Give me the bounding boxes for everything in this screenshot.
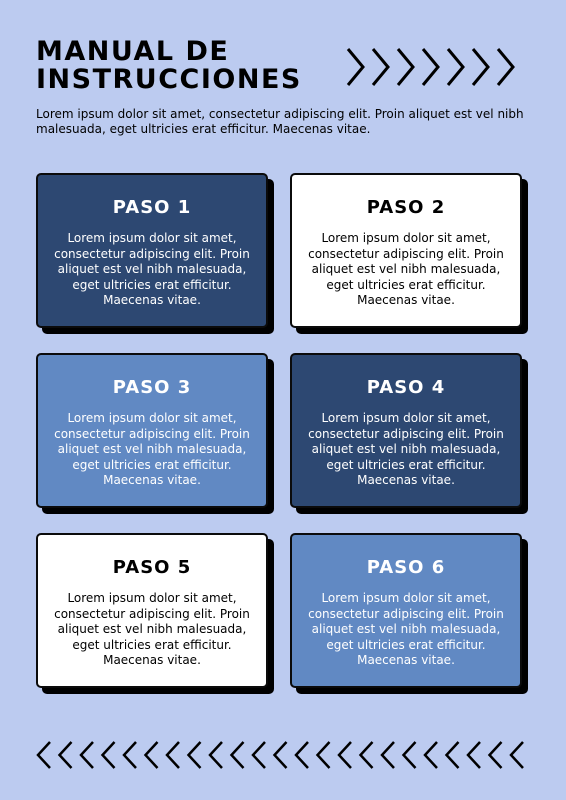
step-card-5: [36, 533, 268, 688]
step-title: PASO 1: [112, 197, 192, 218]
chevron-left-icon: [339, 742, 351, 768]
chevron-left-icon: [425, 742, 437, 768]
chevron-right-icon: [398, 49, 413, 85]
chevron-right-icon: [473, 49, 488, 85]
chevron-left-icon: [404, 742, 416, 768]
title-line-2: INSTRUCCIONES: [36, 64, 302, 95]
chevron-left-icon: [232, 742, 244, 768]
title-line-1: MANUAL DE: [36, 36, 230, 67]
chevron-left-icon: [103, 742, 115, 768]
step-title: PASO 2: [366, 197, 446, 218]
step-text: Lorem ipsum dolor sit amet, consectetur adipiscing elit. Proin aliquet est vel nibh malesuada, eget ultricies erat efficitur. Maecenas vitae.: [308, 411, 504, 487]
chevron-right-icon: [498, 49, 513, 85]
step-text: Lorem ipsum dolor sit amet, consectetur adipiscing elit. Proin aliquet est vel nibh malesuada, eget ultricies erat efficitur. Maecenas vitae.: [54, 231, 250, 307]
chevron-left-icon: [296, 742, 308, 768]
chevron-left-icon: [511, 742, 523, 768]
step-card-2: [290, 173, 522, 328]
chevron-left-icon: [275, 742, 287, 768]
step-card-6: [290, 533, 522, 688]
chevron-left-icon: [382, 742, 394, 768]
chevron-left-icon: [167, 742, 179, 768]
chevron-left-icon: [361, 742, 373, 768]
chevron-left-icon: [38, 742, 50, 768]
chevron-right-icon: [423, 49, 438, 85]
step-text: Lorem ipsum dolor sit amet, consectetur adipiscing elit. Proin aliquet est vel nibh malesuada, eget ultricies erat efficitur. Maecenas vitae.: [54, 591, 250, 667]
chevron-left-icon: [124, 742, 136, 768]
step-text: Lorem ipsum dolor sit amet, consectetur adipiscing elit. Proin aliquet est vel nibh malesuada, eget ultricies erat efficitur. Maecenas vitae.: [308, 231, 504, 307]
chevron-right-icon-row: [345, 46, 529, 88]
intro-text: Lorem ipsum dolor sit amet, consectetur adipiscing elit. Proin aliquet est vel nibh malesuada, eget ultricies erat efficitur. Maecenas vitae.: [36, 107, 524, 136]
step-title: PASO 5: [112, 557, 192, 578]
step-card-3: [36, 353, 268, 508]
step-title: PASO 3: [112, 377, 192, 398]
chevron-left-icon: [81, 742, 93, 768]
chevron-left-icon-row: [36, 740, 532, 770]
chevron-left-icon: [490, 742, 502, 768]
chevron-left-icon: [146, 742, 158, 768]
step-card-1: [36, 173, 268, 328]
chevron-right-icon: [348, 49, 363, 85]
page-title: [36, 38, 302, 94]
chevron-right-icon: [448, 49, 463, 85]
step-title: PASO 6: [366, 557, 446, 578]
chevron-left-icon: [447, 742, 459, 768]
chevron-left-icon: [210, 742, 222, 768]
step-card-4: [290, 353, 522, 508]
chevron-left-icon: [189, 742, 201, 768]
step-text: Lorem ipsum dolor sit amet, consectetur adipiscing elit. Proin aliquet est vel nibh malesuada, eget ultricies erat efficitur. Maecenas vitae.: [54, 411, 250, 487]
chevron-left-icon: [60, 742, 72, 768]
chevron-left-icon: [468, 742, 480, 768]
chevron-left-icon: [253, 742, 265, 768]
step-title: PASO 4: [366, 377, 446, 398]
step-text: Lorem ipsum dolor sit amet, consectetur adipiscing elit. Proin aliquet est vel nibh malesuada, eget ultricies erat efficitur. Maecenas vitae.: [308, 591, 504, 667]
chevron-right-icon: [373, 49, 388, 85]
chevron-left-icon: [318, 742, 330, 768]
